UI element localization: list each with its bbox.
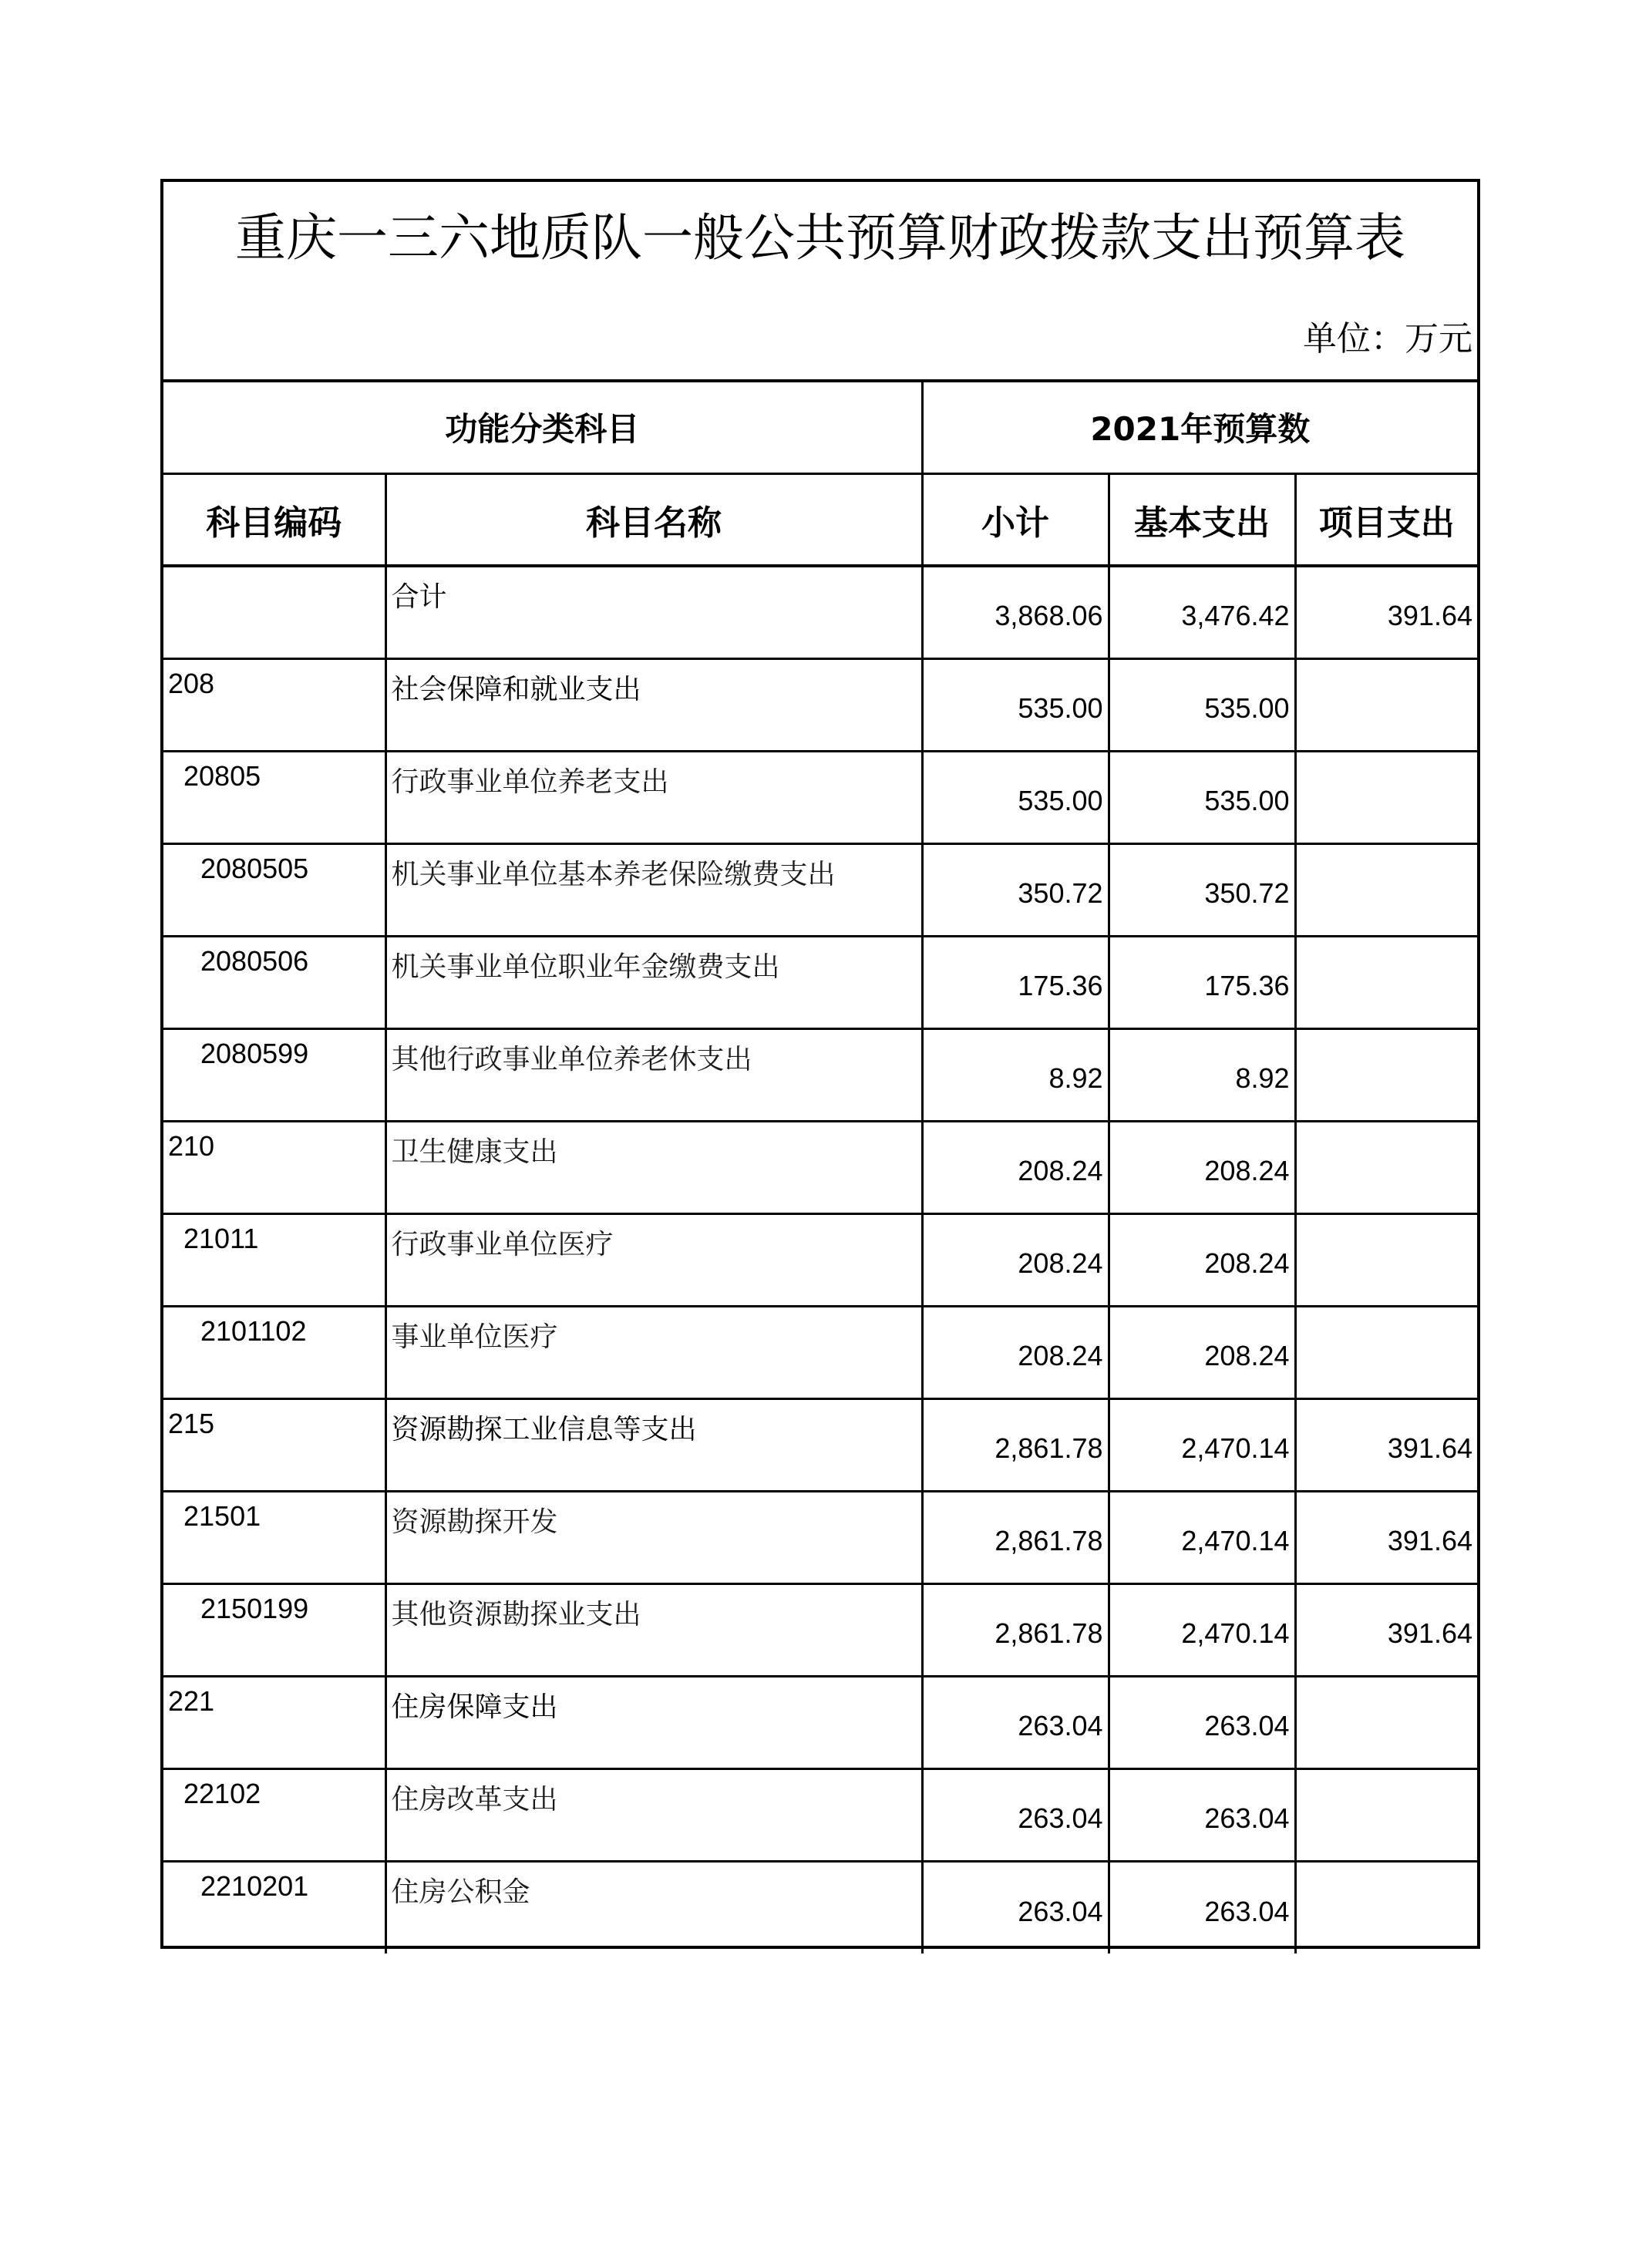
unit-label: 单位：万元	[1303, 319, 1472, 358]
row-name: 行政事业单位医疗	[385, 1213, 922, 1306]
table-row	[163, 658, 1477, 751]
row-code: 2150199	[163, 1583, 385, 1676]
row-code: 2080505	[163, 843, 385, 936]
row-basic: 208.24	[1109, 1213, 1295, 1306]
row-project	[1295, 1676, 1477, 1768]
row-code: 2080599	[163, 1028, 385, 1121]
row-name: 行政事业单位养老支出	[385, 751, 922, 843]
column-header-code: 科目编码	[163, 473, 385, 566]
row-project	[1295, 936, 1477, 1028]
row-code: 21501	[163, 1491, 385, 1583]
row-name: 其他行政事业单位养老休支出	[385, 1028, 922, 1121]
row-code: 21011	[163, 1213, 385, 1306]
row-subtotal: 208.24	[922, 1306, 1109, 1398]
row-subtotal: 2,861.78	[922, 1583, 1109, 1676]
row-code: 2080506	[163, 936, 385, 1028]
row-basic: 3,476.42	[1109, 566, 1295, 658]
row-basic: 8.92	[1109, 1028, 1295, 1121]
column-header-name: 科目名称	[385, 473, 922, 566]
row-project	[1295, 658, 1477, 751]
row-name: 住房改革支出	[385, 1768, 922, 1861]
table-row	[163, 1861, 1477, 1953]
row-subtotal: 3,868.06	[922, 566, 1109, 658]
table-row	[163, 1121, 1477, 1213]
budget-table	[163, 379, 1477, 1953]
row-name: 住房公积金	[385, 1861, 922, 1953]
row-project: 391.64	[1295, 1491, 1477, 1583]
row-project: 391.64	[1295, 1583, 1477, 1676]
row-project	[1295, 751, 1477, 843]
budget-table-frame	[160, 179, 1480, 1949]
table-row	[163, 1768, 1477, 1861]
table-row	[163, 1398, 1477, 1491]
row-name: 资源勘探工业信息等支出	[385, 1398, 922, 1491]
row-subtotal: 208.24	[922, 1121, 1109, 1213]
row-code: 2210201	[163, 1861, 385, 1953]
column-header-basic: 基本支出	[1109, 473, 1295, 566]
row-project	[1295, 1121, 1477, 1213]
row-basic: 2,470.14	[1109, 1398, 1295, 1491]
row-subtotal: 263.04	[922, 1676, 1109, 1768]
row-basic: 2,470.14	[1109, 1491, 1295, 1583]
row-subtotal: 263.04	[922, 1861, 1109, 1953]
row-project: 391.64	[1295, 1398, 1477, 1491]
table-row	[163, 1583, 1477, 1676]
row-project	[1295, 1213, 1477, 1306]
row-name: 卫生健康支出	[385, 1121, 922, 1213]
column-header-project: 项目支出	[1295, 473, 1477, 566]
row-project	[1295, 1306, 1477, 1398]
table-row	[163, 751, 1477, 843]
row-code: 215	[163, 1398, 385, 1491]
table-row	[163, 1213, 1477, 1306]
row-basic: 535.00	[1109, 751, 1295, 843]
row-basic: 535.00	[1109, 658, 1295, 751]
row-subtotal: 350.72	[922, 843, 1109, 936]
row-basic: 263.04	[1109, 1676, 1295, 1768]
row-subtotal: 2,861.78	[922, 1491, 1109, 1583]
table-row	[163, 843, 1477, 936]
row-name: 其他资源勘探业支出	[385, 1583, 922, 1676]
row-name: 合计	[385, 566, 922, 658]
header-function-category: 功能分类科目	[163, 381, 922, 473]
row-subtotal: 2,861.78	[922, 1398, 1109, 1491]
row-subtotal: 535.00	[922, 751, 1109, 843]
page-title: 重庆一三六地质队一般公共预算财政拨款支出预算表	[235, 208, 1405, 268]
table-row	[163, 1028, 1477, 1121]
row-name: 事业单位医疗	[385, 1306, 922, 1398]
row-code: 221	[163, 1676, 385, 1768]
row-subtotal: 8.92	[922, 1028, 1109, 1121]
table-row	[163, 936, 1477, 1028]
column-header-subtotal: 小计	[922, 473, 1109, 566]
row-name: 机关事业单位职业年金缴费支出	[385, 936, 922, 1028]
row-subtotal: 208.24	[922, 1213, 1109, 1306]
row-subtotal: 175.36	[922, 936, 1109, 1028]
row-name: 社会保障和就业支出	[385, 658, 922, 751]
row-subtotal: 263.04	[922, 1768, 1109, 1861]
row-basic: 208.24	[1109, 1121, 1295, 1213]
row-name: 资源勘探开发	[385, 1491, 922, 1583]
row-project	[1295, 843, 1477, 936]
row-name: 住房保障支出	[385, 1676, 922, 1768]
row-code: 208	[163, 658, 385, 751]
row-code: 210	[163, 1121, 385, 1213]
row-project	[1295, 1768, 1477, 1861]
row-basic: 2,470.14	[1109, 1583, 1295, 1676]
row-code: 20805	[163, 751, 385, 843]
table-row	[163, 1491, 1477, 1583]
row-code	[163, 566, 385, 658]
row-project	[1295, 1861, 1477, 1953]
table-row-total	[163, 566, 1477, 658]
row-basic: 350.72	[1109, 843, 1295, 936]
row-name: 机关事业单位基本养老保险缴费支出	[385, 843, 922, 936]
row-project: 391.64	[1295, 566, 1477, 658]
row-basic: 263.04	[1109, 1861, 1295, 1953]
table-row	[163, 1676, 1477, 1768]
row-basic: 208.24	[1109, 1306, 1295, 1398]
row-code: 22102	[163, 1768, 385, 1861]
row-subtotal: 535.00	[922, 658, 1109, 751]
row-code: 2101102	[163, 1306, 385, 1398]
row-basic: 175.36	[1109, 936, 1295, 1028]
row-project	[1295, 1028, 1477, 1121]
header-budget-year: 2021年预算数	[922, 381, 1477, 473]
row-basic: 263.04	[1109, 1768, 1295, 1861]
table-row	[163, 1306, 1477, 1398]
